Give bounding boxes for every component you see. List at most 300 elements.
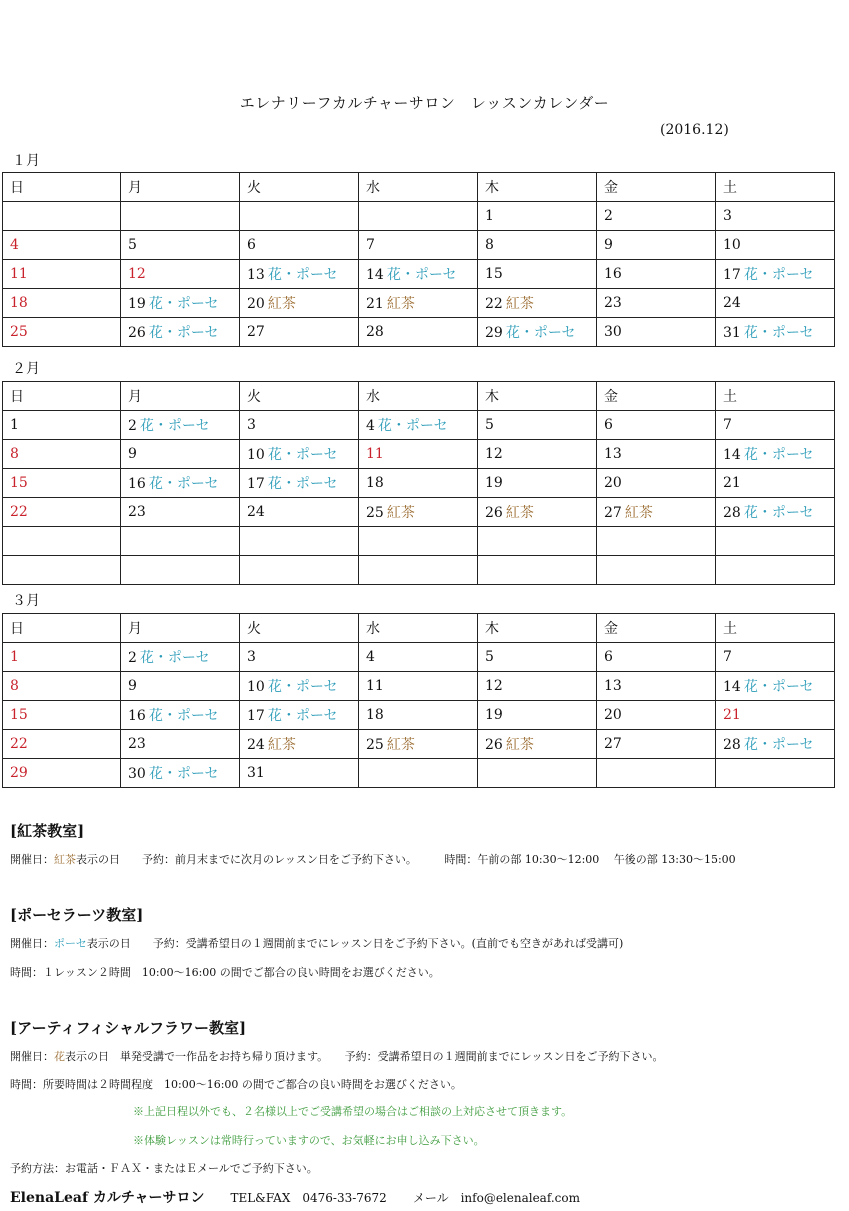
day-number: 6 [604, 417, 613, 433]
day-cell [359, 318, 478, 347]
day-cell [597, 701, 716, 730]
weekday-header-cell [597, 382, 716, 411]
day-number: 23 [128, 504, 146, 520]
lesson-label: 花・ポーセ [743, 325, 814, 341]
day-cell [478, 556, 597, 585]
day-cell [3, 318, 121, 347]
day-cell [716, 440, 835, 469]
weekday-header-cell [716, 382, 835, 411]
day-cell [3, 202, 121, 231]
day-number: 3 [723, 208, 732, 224]
day-cell [478, 202, 597, 231]
lesson-label: 花・ポーセ [267, 679, 338, 695]
lesson-label: 花・ポーセ [148, 296, 219, 312]
day-number: 22 [10, 504, 28, 520]
day-cell [3, 440, 121, 469]
day-number: 3 [247, 417, 256, 433]
weekday-header-row [3, 173, 835, 202]
weekday-label: 火 [247, 621, 261, 637]
day-cell [716, 730, 835, 759]
day-cell [121, 730, 240, 759]
day-cell [716, 527, 835, 556]
day-number: 8 [10, 678, 19, 694]
weekday-label: 火 [247, 180, 261, 196]
day-cell [716, 231, 835, 260]
calendar-table-february [2, 381, 835, 585]
week-row [3, 440, 835, 469]
day-number: 1 [485, 208, 494, 224]
day-cell [240, 730, 359, 759]
lesson-label: 花・ポーセ [743, 737, 814, 753]
flower-class-line2: 時間：所要時間は２時間程度 10:00〜16:00 の間でご都合の良い時間をお選びください。 [10, 1078, 462, 1091]
porcelain-class-line1 [10, 935, 623, 951]
calendar-table-march [2, 613, 835, 788]
footer [10, 1187, 580, 1207]
day-number: 20 [604, 707, 622, 723]
day-number: 2 [128, 650, 137, 666]
day-number: 30 [128, 766, 146, 782]
day-number: 15 [10, 707, 28, 723]
lesson-label: 花・ポーセ [139, 650, 210, 666]
weekday-header-cell [478, 614, 597, 643]
day-number: 27 [247, 324, 265, 340]
day-number: 24 [247, 504, 265, 520]
month-label-february: ２月 [12, 361, 40, 377]
day-cell [240, 231, 359, 260]
day-cell [3, 759, 121, 788]
day-number: 3 [247, 649, 256, 665]
weekday-header-cell [121, 382, 240, 411]
weekday-label: 土 [723, 621, 737, 637]
day-number: 16 [604, 266, 622, 282]
weekday-header-cell [121, 614, 240, 643]
day-number: 13 [247, 267, 265, 283]
lesson-label: 花・ポーセ [505, 325, 576, 341]
day-number: 9 [604, 237, 613, 253]
day-cell [478, 411, 597, 440]
footer-tel: TEL&FAX 0476-33-7672 [230, 1191, 387, 1205]
day-number: 18 [366, 707, 384, 723]
week-row [3, 289, 835, 318]
day-cell [121, 527, 240, 556]
day-cell [3, 701, 121, 730]
weekday-label: 金 [604, 389, 618, 405]
weekday-header-cell [597, 173, 716, 202]
day-number: 22 [10, 736, 28, 752]
day-cell [478, 730, 597, 759]
day-cell [478, 527, 597, 556]
day-cell [121, 672, 240, 701]
day-number: 29 [10, 765, 28, 781]
day-cell [121, 643, 240, 672]
day-number: 7 [723, 417, 732, 433]
weekday-header-cell [121, 173, 240, 202]
day-number: 21 [723, 707, 741, 723]
day-number: 8 [10, 446, 19, 462]
day-number: 15 [485, 266, 503, 282]
day-cell [240, 643, 359, 672]
day-cell [478, 701, 597, 730]
weekday-label: 日 [10, 621, 24, 637]
day-cell [716, 759, 835, 788]
day-number: 19 [128, 296, 146, 312]
lesson-label: 花・ポーセ [148, 476, 219, 492]
day-number: 28 [723, 505, 741, 521]
flower-class-note1 [133, 1103, 572, 1119]
calendar-table-january [2, 172, 835, 347]
lesson-label: 紅茶 [386, 737, 415, 753]
day-cell [597, 498, 716, 527]
day-number: 20 [247, 296, 265, 312]
tea-class-heading: [紅茶教室] [10, 822, 85, 840]
week-row [3, 411, 835, 440]
day-cell [3, 411, 121, 440]
day-number: 31 [723, 325, 741, 341]
day-number: 2 [128, 418, 137, 434]
weekday-label: 金 [604, 180, 618, 196]
weekday-header-cell [240, 614, 359, 643]
day-cell [478, 440, 597, 469]
weekday-header-cell [478, 173, 597, 202]
day-cell [716, 498, 835, 527]
day-cell [121, 440, 240, 469]
lesson-label: 紅茶 [267, 296, 296, 312]
day-cell [597, 527, 716, 556]
lesson-label: 紅茶 [505, 737, 534, 753]
week-row [3, 469, 835, 498]
lesson-label: 花・ポーセ [139, 418, 210, 434]
day-cell [597, 202, 716, 231]
week-row [3, 231, 835, 260]
lesson-label: 紅茶 [386, 505, 415, 521]
day-cell [240, 318, 359, 347]
day-cell [597, 318, 716, 347]
day-number: 26 [128, 325, 146, 341]
lesson-label: 花・ポーセ [267, 267, 338, 283]
lesson-label: 花・ポーセ [743, 267, 814, 283]
day-number: 31 [247, 765, 265, 781]
day-number: 25 [366, 737, 384, 753]
day-cell [240, 527, 359, 556]
day-number: 17 [247, 476, 265, 492]
day-cell [478, 318, 597, 347]
day-cell [359, 556, 478, 585]
day-cell [3, 498, 121, 527]
day-number: 2 [604, 208, 613, 224]
lesson-label: 花・ポーセ [148, 766, 219, 782]
day-cell [359, 527, 478, 556]
day-number: 20 [604, 475, 622, 491]
day-cell [240, 701, 359, 730]
lesson-label: 花・ポーセ [377, 418, 448, 434]
day-cell [3, 672, 121, 701]
day-cell [3, 231, 121, 260]
day-cell [240, 469, 359, 498]
lesson-label: 紅茶 [267, 737, 296, 753]
day-cell [716, 672, 835, 701]
tea-color-word: 紅茶 [54, 853, 76, 866]
day-cell [716, 701, 835, 730]
day-number: 11 [366, 678, 384, 694]
day-cell [3, 260, 121, 289]
day-number: 17 [247, 708, 265, 724]
flower-class-heading: [アーティフィシャルフラワー教室] [10, 1019, 247, 1037]
lesson-label: 花・ポーセ [267, 447, 338, 463]
day-cell [597, 759, 716, 788]
calendar-date: (2016.12) [660, 122, 729, 138]
day-number: 27 [604, 505, 622, 521]
day-number: 5 [128, 237, 137, 253]
week-row [3, 701, 835, 730]
day-cell [121, 260, 240, 289]
day-number: 22 [485, 296, 503, 312]
day-cell [240, 498, 359, 527]
day-cell [359, 289, 478, 318]
weekday-label: 火 [247, 389, 261, 405]
day-cell [121, 202, 240, 231]
day-number: 10 [247, 679, 265, 695]
day-cell [597, 672, 716, 701]
porcelain-rest: 表示の日 予約：受講希望日の１週間前までにレッスン日をご予約下さい。(直前でも空きがあれば受講可) [86, 937, 624, 950]
day-cell [240, 672, 359, 701]
weekday-header-cell [3, 382, 121, 411]
day-cell [597, 231, 716, 260]
month-label-march: ３月 [12, 593, 40, 609]
lesson-label: 紅茶 [624, 505, 653, 521]
day-number: 26 [485, 737, 503, 753]
day-number: 18 [366, 475, 384, 491]
day-cell [121, 556, 240, 585]
note-text-1: ※上記日程以外でも、２名様以上でご受講希望の場合はご相談の上対応させて頂きます。 [133, 1105, 573, 1118]
footer-brand: ElenaLeaf カルチャーサロン [10, 1190, 205, 1206]
week-row [3, 498, 835, 527]
day-cell [240, 202, 359, 231]
flower-class-line1 [10, 1048, 664, 1064]
day-number: 11 [366, 446, 384, 462]
day-number: 6 [247, 237, 256, 253]
weekday-header-cell [240, 382, 359, 411]
weekday-header-cell [359, 382, 478, 411]
day-cell [716, 260, 835, 289]
weekday-header-cell [478, 382, 597, 411]
weekday-header-cell [597, 614, 716, 643]
week-row [3, 260, 835, 289]
day-number: 11 [10, 266, 28, 282]
day-number: 26 [485, 505, 503, 521]
calendar-title: エレナリーフカルチャーサロン レッスンカレンダー [239, 94, 610, 112]
day-cell [359, 498, 478, 527]
day-number: 19 [485, 707, 503, 723]
weekday-header-cell [716, 173, 835, 202]
day-cell [121, 759, 240, 788]
day-number: 5 [485, 649, 494, 665]
week-row [3, 202, 835, 231]
day-cell [716, 556, 835, 585]
day-cell [121, 469, 240, 498]
day-number: 5 [485, 417, 494, 433]
flower-class-note2 [133, 1132, 485, 1148]
lesson-label: 花・ポーセ [267, 476, 338, 492]
weekday-label: 土 [723, 389, 737, 405]
day-cell [597, 556, 716, 585]
day-cell [478, 260, 597, 289]
porcelain-class-heading: [ポーセラーツ教室] [10, 906, 144, 924]
day-number: 14 [366, 267, 384, 283]
day-cell [597, 440, 716, 469]
day-cell [3, 643, 121, 672]
weekday-label: 水 [366, 621, 380, 637]
week-row [3, 759, 835, 788]
day-number: 9 [128, 446, 137, 462]
flower-color-word: 花 [54, 1050, 65, 1063]
tea-class-line1 [10, 851, 736, 867]
day-number: 15 [10, 475, 28, 491]
day-number: 16 [128, 476, 146, 492]
day-cell [716, 411, 835, 440]
day-cell [121, 411, 240, 440]
day-number: 14 [723, 447, 741, 463]
flower-prefix: 開催日： [10, 1050, 54, 1063]
porcelain-color-word: ポーセ [54, 937, 87, 950]
day-number: 28 [366, 324, 384, 340]
footer-mail: メール info@elenaleaf.com [412, 1191, 580, 1205]
day-number: 29 [485, 325, 503, 341]
day-number: 17 [723, 267, 741, 283]
day-cell [359, 730, 478, 759]
week-row [3, 672, 835, 701]
lesson-label: 花・ポーセ [267, 708, 338, 724]
day-cell [240, 440, 359, 469]
day-cell [240, 289, 359, 318]
reservation-method: 予約方法：お電話・ＦＡＸ・またはＥメールでご予約下さい。 [10, 1162, 318, 1175]
day-number: 10 [247, 447, 265, 463]
day-number: 12 [128, 266, 146, 282]
lesson-label: 花・ポーセ [743, 505, 814, 521]
day-number: 12 [485, 678, 503, 694]
weekday-label: 月 [128, 621, 142, 637]
day-number: 12 [485, 446, 503, 462]
weekday-label: 月 [128, 180, 142, 196]
day-cell [240, 759, 359, 788]
day-number: 23 [128, 736, 146, 752]
lesson-label: 花・ポーセ [148, 325, 219, 341]
weekday-header-cell [3, 614, 121, 643]
week-row [3, 527, 835, 556]
note-text-2: ※体験レッスンは常時行っていますので、お気軽にお申し込み下さい。 [133, 1134, 485, 1147]
day-cell [359, 260, 478, 289]
day-number: 1 [10, 417, 19, 433]
weekday-label: 木 [485, 621, 499, 637]
day-number: 27 [604, 736, 622, 752]
day-number: 24 [723, 295, 741, 311]
day-cell [716, 643, 835, 672]
day-number: 18 [10, 295, 28, 311]
day-cell [478, 289, 597, 318]
day-cell [597, 730, 716, 759]
weekday-header-cell [359, 614, 478, 643]
day-number: 13 [604, 446, 622, 462]
day-number: 1 [10, 649, 19, 665]
weekday-label: 土 [723, 180, 737, 196]
day-cell [121, 289, 240, 318]
month-label-january: １月 [12, 153, 40, 169]
day-cell [359, 440, 478, 469]
weekday-label: 木 [485, 389, 499, 405]
weekday-header-cell [3, 173, 121, 202]
day-number: 30 [604, 324, 622, 340]
day-cell [478, 672, 597, 701]
day-cell [478, 643, 597, 672]
day-number: 6 [604, 649, 613, 665]
day-cell [121, 318, 240, 347]
day-number: 19 [485, 475, 503, 491]
day-number: 25 [10, 324, 28, 340]
day-number: 13 [604, 678, 622, 694]
weekday-header-cell [716, 614, 835, 643]
day-number: 7 [366, 237, 375, 253]
day-cell [716, 318, 835, 347]
day-cell [597, 289, 716, 318]
porcelain-prefix: 開催日： [10, 937, 54, 950]
day-cell [240, 260, 359, 289]
day-number: 7 [723, 649, 732, 665]
day-number: 23 [604, 295, 622, 311]
day-cell [597, 643, 716, 672]
day-cell [121, 701, 240, 730]
lesson-label: 花・ポーセ [743, 679, 814, 695]
porcelain-class-line2: 時間：１レッスン２時間 10:00〜16:00 の間でご都合の良い時間をお選びください。 [10, 966, 440, 979]
day-number: 4 [366, 649, 375, 665]
day-cell [716, 289, 835, 318]
weekday-header-cell [359, 173, 478, 202]
day-cell [716, 202, 835, 231]
day-number: 9 [128, 678, 137, 694]
lesson-label: 紅茶 [505, 505, 534, 521]
day-cell [359, 202, 478, 231]
weekday-label: 日 [10, 389, 24, 405]
day-number: 28 [723, 737, 741, 753]
week-row [3, 730, 835, 759]
week-row [3, 643, 835, 672]
day-cell [359, 701, 478, 730]
day-number: 8 [485, 237, 494, 253]
weekday-header-row [3, 614, 835, 643]
lesson-label: 花・ポーセ [743, 447, 814, 463]
weekday-label: 水 [366, 389, 380, 405]
day-cell [240, 556, 359, 585]
day-number: 21 [366, 296, 384, 312]
day-cell [478, 231, 597, 260]
flower-rest: 表示の日 単発受講で一作品をお持ち帰り頂けます。 予約：受講希望日の１週間前までにレッスン日をご予約下さい。 [65, 1050, 664, 1063]
day-cell [597, 469, 716, 498]
day-number: 10 [723, 237, 741, 253]
day-cell [359, 231, 478, 260]
tea-rest: 表示の日 予約：前月末までに次月のレッスン日をご予約下さい。 時間：午前の部 10:30〜12:00 午後の部 13:30〜15:00 [76, 853, 736, 866]
lesson-label: 花・ポーセ [386, 267, 457, 283]
day-number: 25 [366, 505, 384, 521]
lesson-label: 花・ポーセ [148, 708, 219, 724]
weekday-label: 金 [604, 621, 618, 637]
day-cell [359, 469, 478, 498]
day-number: 24 [247, 737, 265, 753]
day-cell [716, 469, 835, 498]
day-cell [597, 411, 716, 440]
day-number: 21 [723, 475, 741, 491]
lesson-label: 紅茶 [505, 296, 534, 312]
day-number: 4 [10, 237, 19, 253]
weekday-label: 水 [366, 180, 380, 196]
weekday-header-cell [240, 173, 359, 202]
